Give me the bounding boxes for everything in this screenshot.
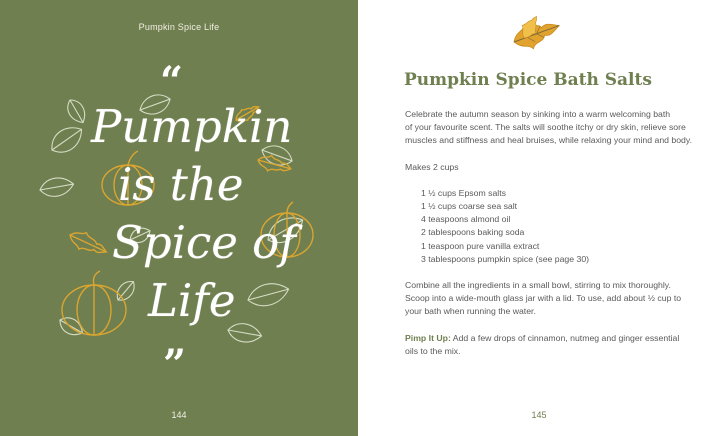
tip-paragraph [405, 332, 705, 345]
close-quote-mark: ” [163, 341, 187, 388]
intro-line: Celebrate the autumn season by sinking into a warm welcoming bath [405, 109, 671, 119]
oak-leaf-icon [256, 152, 293, 176]
autumn-leaf-icon [510, 10, 566, 50]
quote-line: Pumpkin [91, 100, 293, 153]
leaf-outline [64, 96, 90, 126]
method-line: Scoop into a wide-mouth glass jar with a lid. To use, add about ½ cup to [405, 293, 682, 304]
leaf-outline [46, 121, 88, 159]
recipe-title: Pumpkin Spice Bath Salts [404, 70, 652, 90]
quote-line: Spice of [112, 216, 296, 269]
leaf-outline [38, 175, 75, 199]
ingredient-list [405, 187, 705, 266]
running-head: Pumpkin Spice Life [138, 22, 220, 32]
intro-line: muscles and stiffness and heal bruises, while relaxing your mind and body. [405, 135, 693, 146]
intro-line: of your favourite scent. The salts will soothe itchy or dry skin, relieve sore [405, 122, 686, 133]
quote-line: Life [148, 274, 236, 327]
ingredient-item: 1 teaspoon pure vanilla extract [421, 240, 540, 251]
ingredient-item: 2 tablespoons baking soda [421, 227, 525, 238]
method-line: Combine all the ingredients in a small bowl, stirring to mix thoroughly. [405, 280, 671, 291]
leaf-outline [113, 277, 139, 304]
left-page [0, 0, 358, 436]
ingredient-item: 3 tablespoons pumpkin spice (see page 30) [421, 253, 590, 264]
leaf-outline [245, 279, 291, 310]
tip-label: Pimp It Up: [405, 332, 451, 343]
tip-line: oils to the mix. [405, 345, 461, 356]
yield-line: Makes 2 cups [405, 161, 459, 172]
pumpkin-icon [62, 271, 126, 335]
ingredient-item: 1 ½ cups Epsom salts [421, 187, 506, 198]
oak-leaf-icon [66, 227, 110, 260]
tip-text: Add a few drops of cinnamon, nutmeg and ginger essential [450, 332, 680, 343]
quote-line: is the [118, 158, 244, 211]
page-number-right: 145 [531, 410, 547, 420]
open-quote-mark: “ [160, 58, 184, 105]
page-number-left: 144 [171, 410, 187, 420]
recipe-body [405, 108, 705, 358]
ingredient-item: 4 teaspoons almond oil [421, 214, 511, 225]
right-page [358, 0, 720, 436]
ingredient-item: 1 ½ cups coarse sea salt [421, 201, 518, 212]
method-line: your bath when running the water. [405, 306, 536, 317]
